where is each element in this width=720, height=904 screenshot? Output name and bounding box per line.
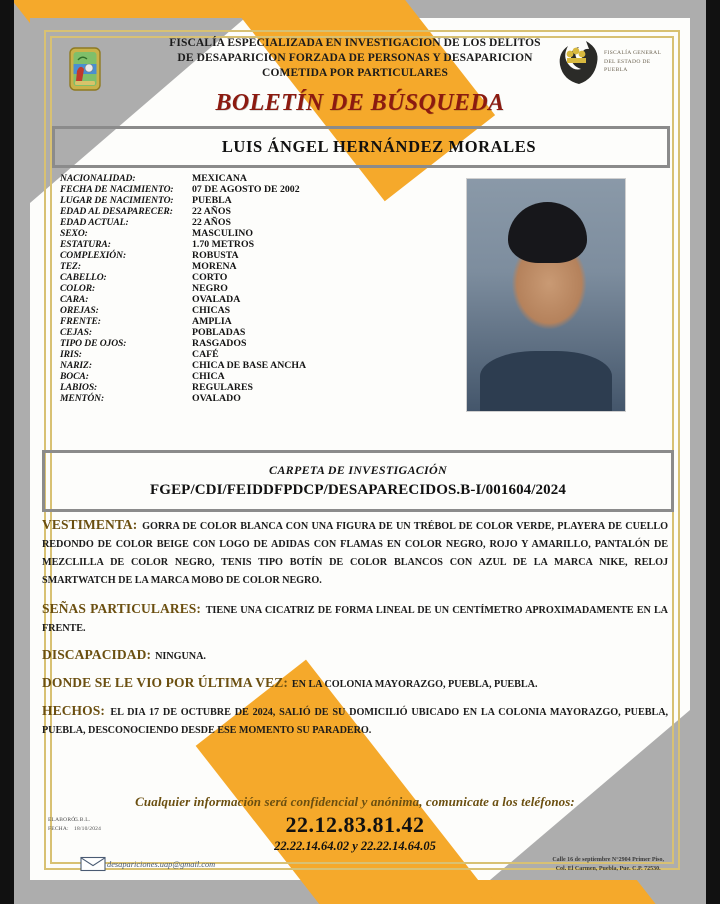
narrative-heading: DISCAPACIDAD:: [42, 647, 152, 662]
attribute-label: CARA:: [60, 293, 89, 305]
attribute-label: EDAD ACTUAL:: [60, 216, 129, 228]
attribute-value: MASCULINO: [192, 227, 253, 239]
attribute-value: MORENA: [192, 260, 237, 272]
attribute-label: NACIONALIDAD:: [60, 173, 136, 184]
attribute-row: [60, 339, 390, 349]
elaboro-value: G.B.L.: [74, 817, 91, 823]
attribute-row: [60, 361, 390, 371]
address-line-2: Col. El Carmen, Puebla, Pue. C.P. 72530.: [555, 866, 661, 872]
attribute-value: MEXICANA: [192, 173, 247, 184]
narrative-body: TIENE UNA CICATRIZ DE FORMA LINEAL DE UN CENTÍMETRO APROXIMADAMENTE EN LA FRENTE.: [42, 605, 668, 634]
case-file-number: FGEP/CDI/FEIDDFPDCP/DESAPARECIDOS.B-I/001604/2024: [150, 482, 566, 498]
attribute-value: CORTO: [192, 271, 228, 283]
narrative-body: NINGUNA.: [155, 651, 206, 662]
bulletin-title: BOLETÍN DE BÚSQUEDA: [215, 90, 505, 116]
attribute-label: MENTÓN:: [60, 392, 105, 404]
attribute-value: CHICA DE BASE ANCHA: [192, 359, 307, 371]
agency-title-line-2: DE DESAPARICION FORZADA DE PERSONAS Y DESAPARICION: [177, 52, 533, 65]
narrative-heading: SEÑAS PARTICULARES:: [42, 601, 202, 616]
contact-email-row[interactable]: [80, 856, 215, 872]
narrative-body: EN LA COLONIA MAYORAZGO, PUEBLA, PUEBLA.: [291, 679, 538, 690]
attribute-row: [60, 317, 390, 327]
primary-phone-number: 22.12.83.81.42: [285, 812, 425, 837]
page-edge-left: [0, 0, 14, 904]
attribute-value: OVALADA: [192, 293, 241, 305]
narrative-block: [42, 646, 668, 664]
fecha-value: 18/10/2024: [74, 825, 102, 832]
elaboration-metadata: [48, 816, 101, 834]
person-name: LUIS ÁNGEL HERNÁNDEZ MORALES: [221, 137, 537, 156]
elaboro-label: ELABORÓ:: [48, 817, 78, 823]
attribute-value: NEGRO: [192, 282, 228, 294]
attribute-label: BOCA:: [60, 370, 89, 382]
attribute-label: LUGAR DE NACIMIENTO:: [60, 194, 174, 206]
attribute-row: [60, 251, 390, 261]
attribute-label: CEJAS:: [60, 326, 92, 338]
attribute-label: IRIS:: [60, 348, 82, 360]
attribute-row: [60, 394, 390, 404]
narrative-block: [42, 674, 668, 692]
logo-text-line-3: PUEBLA: [604, 67, 628, 74]
physical-attributes-table: [60, 174, 390, 405]
envelope-icon: [80, 856, 106, 872]
page-edge-right: [706, 0, 720, 904]
attribute-value: POBLADAS: [192, 326, 246, 338]
person-name-banner: [52, 126, 670, 168]
attribute-value: CAFÉ: [192, 348, 219, 360]
attribute-value: ROBUSTA: [192, 249, 239, 261]
attribute-label: OREJAS:: [60, 304, 99, 316]
narrative-block: [42, 516, 668, 588]
photo-torso: [480, 351, 613, 411]
narrative-heading: HECHOS:: [42, 703, 105, 718]
case-file-label: CARPETA DE INVESTIGACIÓN: [269, 463, 447, 477]
attribute-value: CHICA: [192, 370, 225, 382]
agency-title-block: [140, 36, 570, 82]
attribute-label: COMPLEXIÓN:: [60, 249, 127, 261]
attribute-value: PUEBLA: [192, 194, 232, 206]
attribute-value: REGULARES: [192, 381, 253, 393]
attribute-value: 07 DE AGOSTO DE 2002: [192, 183, 300, 195]
attribute-label: FRENTE:: [60, 315, 101, 327]
fiscalia-general-logo: [556, 36, 666, 88]
attribute-value: 22 AÑOS: [192, 216, 231, 228]
attribute-row: [60, 350, 390, 360]
attribute-row: [60, 196, 390, 206]
document-footer: [42, 794, 668, 880]
office-address: [552, 856, 664, 874]
attribute-row: [60, 372, 390, 382]
attribute-label: FECHA DE NACIMIENTO:: [60, 183, 174, 195]
attribute-value: RASGADOS: [192, 337, 247, 349]
fiscalia-logo-text: [604, 49, 661, 74]
attribute-value: CHICAS: [192, 304, 231, 316]
attribute-row: [60, 240, 390, 250]
attribute-row: [60, 218, 390, 228]
attribute-label: TEZ:: [60, 260, 81, 272]
attribute-row: [60, 262, 390, 272]
logo-text-line-2: DEL ESTADO DE: [604, 58, 651, 65]
attribute-row: [60, 174, 390, 184]
attribute-value: AMPLIA: [192, 315, 232, 327]
attribute-label: NARIZ:: [60, 359, 92, 371]
logo-text-line-1: FISCALÍA GENERAL: [604, 50, 662, 57]
attribute-row: [60, 328, 390, 338]
document-header: [30, 18, 690, 130]
attribute-row: [60, 229, 390, 239]
attribute-label: COLOR:: [60, 282, 96, 294]
details-and-photo-section: [52, 170, 664, 448]
narrative-body: EL DIA 17 DE OCTUBRE DE 2024, SALIÓ DE SU DOMICILIÓ UBICADO EN LA COLONIA MAYORAZGO, PUEBLA, PUEBLA, DESCONOCIENDO DESDE ESE MOMENTO SU PARADERO.: [42, 707, 669, 736]
attribute-row: [60, 273, 390, 283]
narrative-block: [42, 702, 668, 738]
narrative-heading: VESTIMENTA:: [42, 517, 138, 532]
narrative-body: GORRA DE COLOR BLANCA CON UNA FIGURA DE UN TRÉBOL DE COLOR VERDE, PLAYERA DE CUELLO REDONDO DE COLOR BEIGE CON LOGO DE ADIDAS CON FLAMAS EN COLOR NEGRO, ROJO Y AMARILLO, PANTALÓN DE MEZCLILLA DE COLOR NEGRO, TENIS TIPO BOTÍN DE COLOR BLANCOS CON AZUL DE LA MARCA NIKE, RELOJ SMARTWATCH DE LA MARCA MOBO DE COLOR NEGRO.: [42, 521, 668, 586]
attribute-row: [60, 284, 390, 294]
attribute-label: ESTATURA:: [60, 238, 111, 250]
narrative-block: [42, 600, 668, 636]
attribute-label: SEXO:: [60, 227, 88, 239]
secondary-phone-numbers: 22.22.14.64.02 y 22.22.14.64.05: [274, 839, 436, 853]
narrative-heading: DONDE SE LE VIO POR ÚLTIMA VEZ:: [42, 675, 288, 690]
attribute-label: EDAD AL DESAPARECER:: [60, 205, 173, 217]
puebla-coat-of-arms-icon: [68, 46, 102, 92]
attribute-value: 22 AÑOS: [192, 205, 231, 217]
attribute-row: [60, 207, 390, 217]
attribute-row: [60, 295, 390, 305]
agency-title-line-3: COMETIDA POR PARTICULARES: [262, 67, 448, 80]
attribute-row: [60, 185, 390, 195]
attribute-row: [60, 383, 390, 393]
attribute-row: [60, 306, 390, 316]
attribute-value: 1.70 METROS: [192, 238, 255, 250]
attribute-label: TIPO DE OJOS:: [60, 337, 127, 349]
attribute-value: OVALADO: [192, 392, 241, 404]
attribute-label: LABIOS:: [60, 381, 98, 393]
attribute-label: CABELLO:: [60, 271, 107, 283]
contact-email: desapariciones.uap@gmail.com: [107, 859, 216, 869]
address-line-1: Calle 16 de septiembre N°2904 Primer Piso,: [552, 857, 664, 863]
eagle-emblem-icon: [556, 38, 602, 86]
missing-person-photo: [466, 178, 626, 412]
fecha-label: FECHA:: [48, 825, 69, 832]
narrative-sections: [42, 516, 668, 748]
agency-title-line-1: FISCALÍA ESPECIALIZADA EN INVESTIGACION DE LOS DELITOS: [169, 37, 541, 49]
confidentiality-note: Cualquier información será confidencial y anónima, comunicate a los teléfonos:: [135, 794, 575, 809]
case-file-box: [42, 450, 674, 512]
